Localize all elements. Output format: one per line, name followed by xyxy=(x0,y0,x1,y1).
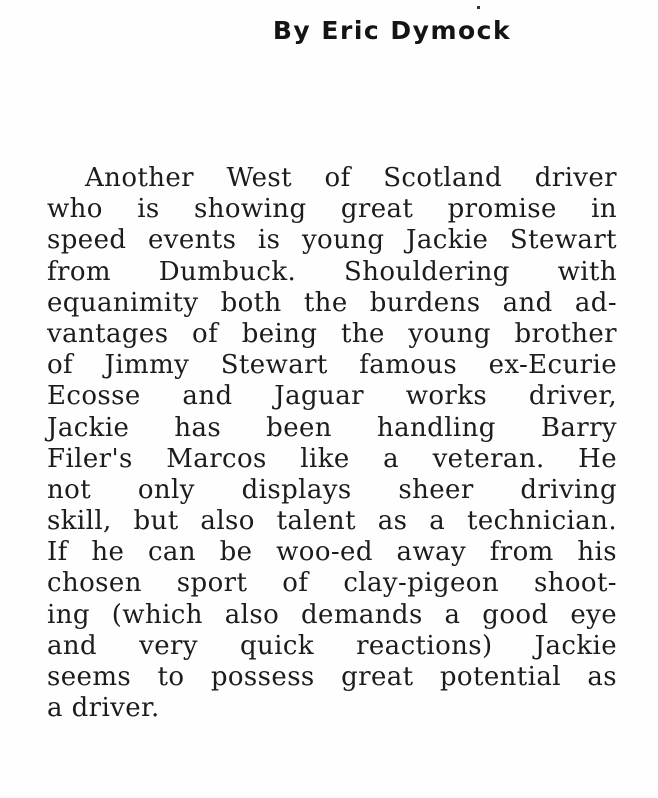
article-line: ing (which also demands a good eye xyxy=(47,599,617,630)
article-line: chosen sport of clay-pigeon shoot- xyxy=(47,568,617,599)
article-line: vantages of being the young brother xyxy=(47,318,617,349)
article-line: not only displays sheer driving xyxy=(47,474,617,505)
article-line: of Jimmy Stewart famous ex-Ecurie xyxy=(47,350,617,381)
article-line: seems to possess great potential as xyxy=(47,662,617,692)
article-body xyxy=(47,163,617,724)
article-line: Another West of Scotland driver xyxy=(85,163,617,193)
article-line: from Dumbuck. Shouldering with xyxy=(47,256,617,287)
article-line: skill, but also talent as a technician. xyxy=(47,506,617,537)
byline: By Eric Dymock xyxy=(272,16,512,45)
article-line: a driver. xyxy=(47,693,160,724)
article-line: speed events is young Jackie Stewart xyxy=(47,225,617,256)
article-line: and very quick reactions) Jackie xyxy=(47,630,617,661)
article-line: who is showing great promise in xyxy=(47,194,617,225)
article-line: Ecosse and Jaguar works driver, xyxy=(47,381,617,412)
article-line: If he can be woo-ed away from his xyxy=(47,537,617,568)
article-line: Jackie has been handling Barry xyxy=(47,412,617,443)
article-line: equanimity both the burdens and ad- xyxy=(47,287,617,318)
print-speck xyxy=(477,6,480,9)
article-line: Filer's Marcos like a veteran. He xyxy=(47,443,617,474)
